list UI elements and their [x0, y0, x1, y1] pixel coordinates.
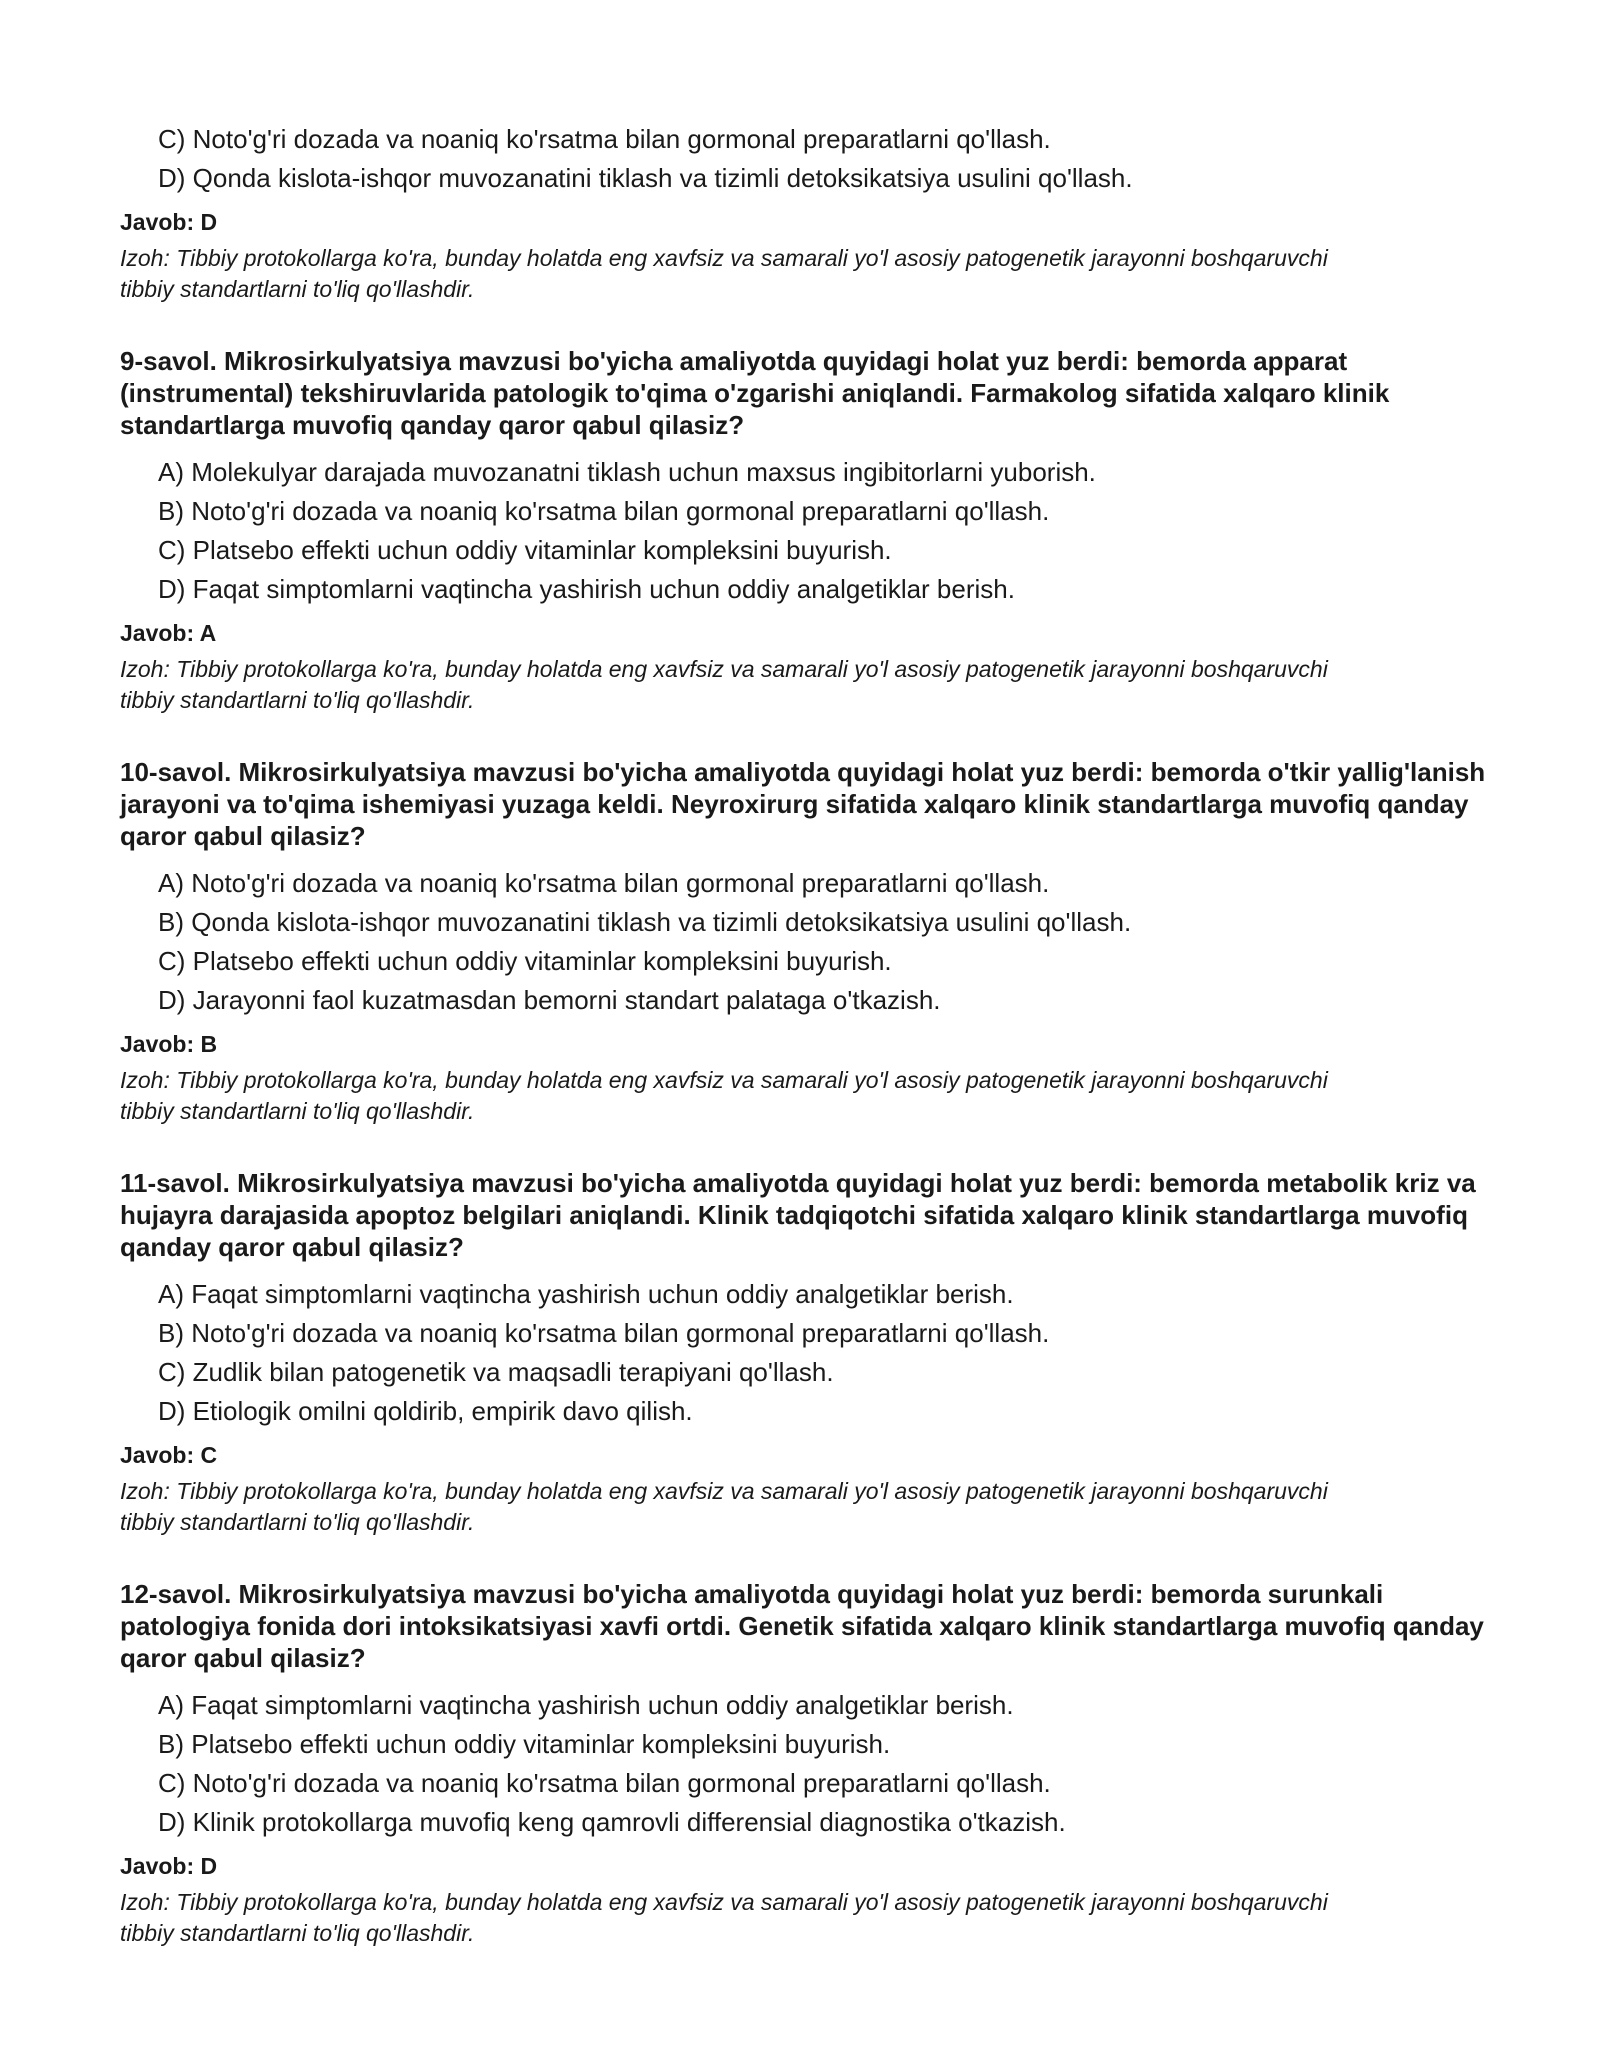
question-9: [120, 345, 1500, 716]
question-text: 11-savol. Mikrosirkulyatsiya mavzusi bo'yicha amaliyotda quyidagi holat yuz berdi: bemorda metabolik kriz va hujayra darajasida apoptoz belgilari aniqlandi. Klinik tadqiqotchi sifatida xalqaro klinik standartlarga muvofiq qanday qaror qabul qilasiz?: [120, 1168, 1476, 1262]
question-11: [120, 1167, 1500, 1538]
option-c: C) Noto'g'ri dozada va noaniq ko'rsatma bilan gormonal preparatlarni qo'llash.: [158, 1768, 1051, 1798]
explanation-note: Izoh: Tibbiy protokollarga ko'ra, bunday holatda eng xavfsiz va samarali yo'l asosiy patogenetik jarayonni boshqaruvchi tibbiy standartlarni to'liq qo'llashdir.: [120, 656, 1328, 713]
question-text: 10-savol. Mikrosirkulyatsiya mavzusi bo'yicha amaliyotda quyidagi holat yuz berdi: bemorda o'tkir yallig'lanish jarayoni va to'qima ishemiyasi yuzaga keldi. Neyroxirurg sifatida xalqaro klinik standartlarga muvofiq qanday qaror qabul qilasiz?: [120, 757, 1486, 851]
question-12: [120, 1578, 1500, 1949]
option-a: A) Molekulyar darajada muvozanatni tiklash uchun maxsus ingibitorlarni yuborish.: [158, 457, 1096, 487]
question-8-continuation: [120, 120, 1500, 305]
answer-label: Javob: D: [120, 1853, 218, 1879]
question-text: 12-savol. Mikrosirkulyatsiya mavzusi bo'yicha amaliyotda quyidagi holat yuz berdi: bemorda surunkali patologiya fonida dori intoksikatsiyasi xavfi ortdi. Genetik sifatida xalqaro klinik standartlarga muvofiq qanday qaror qabul qilasiz?: [120, 1579, 1484, 1673]
answer-label: Javob: B: [120, 1031, 218, 1057]
options-list: [120, 1275, 1500, 1431]
option-c: C) Platsebo effekti uchun oddiy vitaminlar kompleksini buyurish.: [158, 946, 892, 976]
explanation-note: Izoh: Tibbiy protokollarga ko'ra, bunday holatda eng xavfsiz va samarali yo'l asosiy patogenetik jarayonni boshqaruvchi tibbiy standartlarni to'liq qo'llashdir.: [120, 1889, 1328, 1946]
document-page: [120, 120, 1500, 1949]
options-list: [120, 453, 1500, 609]
option-b: B) Noto'g'ri dozada va noaniq ko'rsatma bilan gormonal preparatlarni qo'llash.: [158, 1318, 1050, 1348]
option-a: A) Noto'g'ri dozada va noaniq ko'rsatma bilan gormonal preparatlarni qo'llash.: [158, 868, 1050, 898]
option-d: D) Etiologik omilni qoldirib, empirik davo qilish.: [158, 1396, 693, 1426]
answer-label: Javob: C: [120, 1442, 218, 1468]
options-list: [120, 864, 1500, 1020]
option-b: B) Noto'g'ri dozada va noaniq ko'rsatma bilan gormonal preparatlarni qo'llash.: [158, 496, 1050, 526]
explanation-note: Izoh: Tibbiy protokollarga ko'ra, bunday holatda eng xavfsiz va samarali yo'l asosiy patogenetik jarayonni boshqaruvchi tibbiy standartlarni to'liq qo'llashdir.: [120, 245, 1328, 302]
option-d: D) Qonda kislota-ishqor muvozanatini tiklash va tizimli detoksikatsiya usulini qo'llash.: [158, 163, 1133, 193]
option-b: B) Platsebo effekti uchun oddiy vitaminlar kompleksini buyurish.: [158, 1729, 891, 1759]
options-list: [120, 1686, 1500, 1842]
answer-label: Javob: A: [120, 620, 217, 646]
answer-label: Javob: D: [120, 209, 218, 235]
option-c: C) Platsebo effekti uchun oddiy vitaminlar kompleksini buyurish.: [158, 535, 892, 565]
question-10: [120, 756, 1500, 1127]
option-d: D) Klinik protokollarga muvofiq keng qamrovli differensial diagnostika o'tkazish.: [158, 1807, 1066, 1837]
option-a: A) Faqat simptomlarni vaqtincha yashirish uchun oddiy analgetiklar berish.: [158, 1279, 1014, 1309]
explanation-note: Izoh: Tibbiy protokollarga ko'ra, bunday holatda eng xavfsiz va samarali yo'l asosiy patogenetik jarayonni boshqaruvchi tibbiy standartlarni to'liq qo'llashdir.: [120, 1478, 1328, 1535]
option-b: B) Qonda kislota-ishqor muvozanatini tiklash va tizimli detoksikatsiya usulini qo'llash.: [158, 907, 1132, 937]
explanation-note: Izoh: Tibbiy protokollarga ko'ra, bunday holatda eng xavfsiz va samarali yo'l asosiy patogenetik jarayonni boshqaruvchi tibbiy standartlarni to'liq qo'llashdir.: [120, 1067, 1328, 1124]
option-d: D) Faqat simptomlarni vaqtincha yashirish uchun oddiy analgetiklar berish.: [158, 574, 1015, 604]
option-c: C) Noto'g'ri dozada va noaniq ko'rsatma bilan gormonal preparatlarni qo'llash.: [158, 124, 1051, 154]
options-list: [120, 120, 1500, 198]
option-c: C) Zudlik bilan patogenetik va maqsadli terapiyani qo'llash.: [158, 1357, 834, 1387]
option-d: D) Jarayonni faol kuzatmasdan bemorni standart palataga o'tkazish.: [158, 985, 941, 1015]
option-a: A) Faqat simptomlarni vaqtincha yashirish uchun oddiy analgetiklar berish.: [158, 1690, 1014, 1720]
question-text: 9-savol. Mikrosirkulyatsiya mavzusi bo'yicha amaliyotda quyidagi holat yuz berdi: bemorda apparat (instrumental) tekshiruvlarida patologik to'qima o'zgarishi aniqlandi. Farmakolog sifatida xalqaro klinik standartlarga muvofiq qanday qaror qabul qilasiz?: [120, 346, 1390, 440]
